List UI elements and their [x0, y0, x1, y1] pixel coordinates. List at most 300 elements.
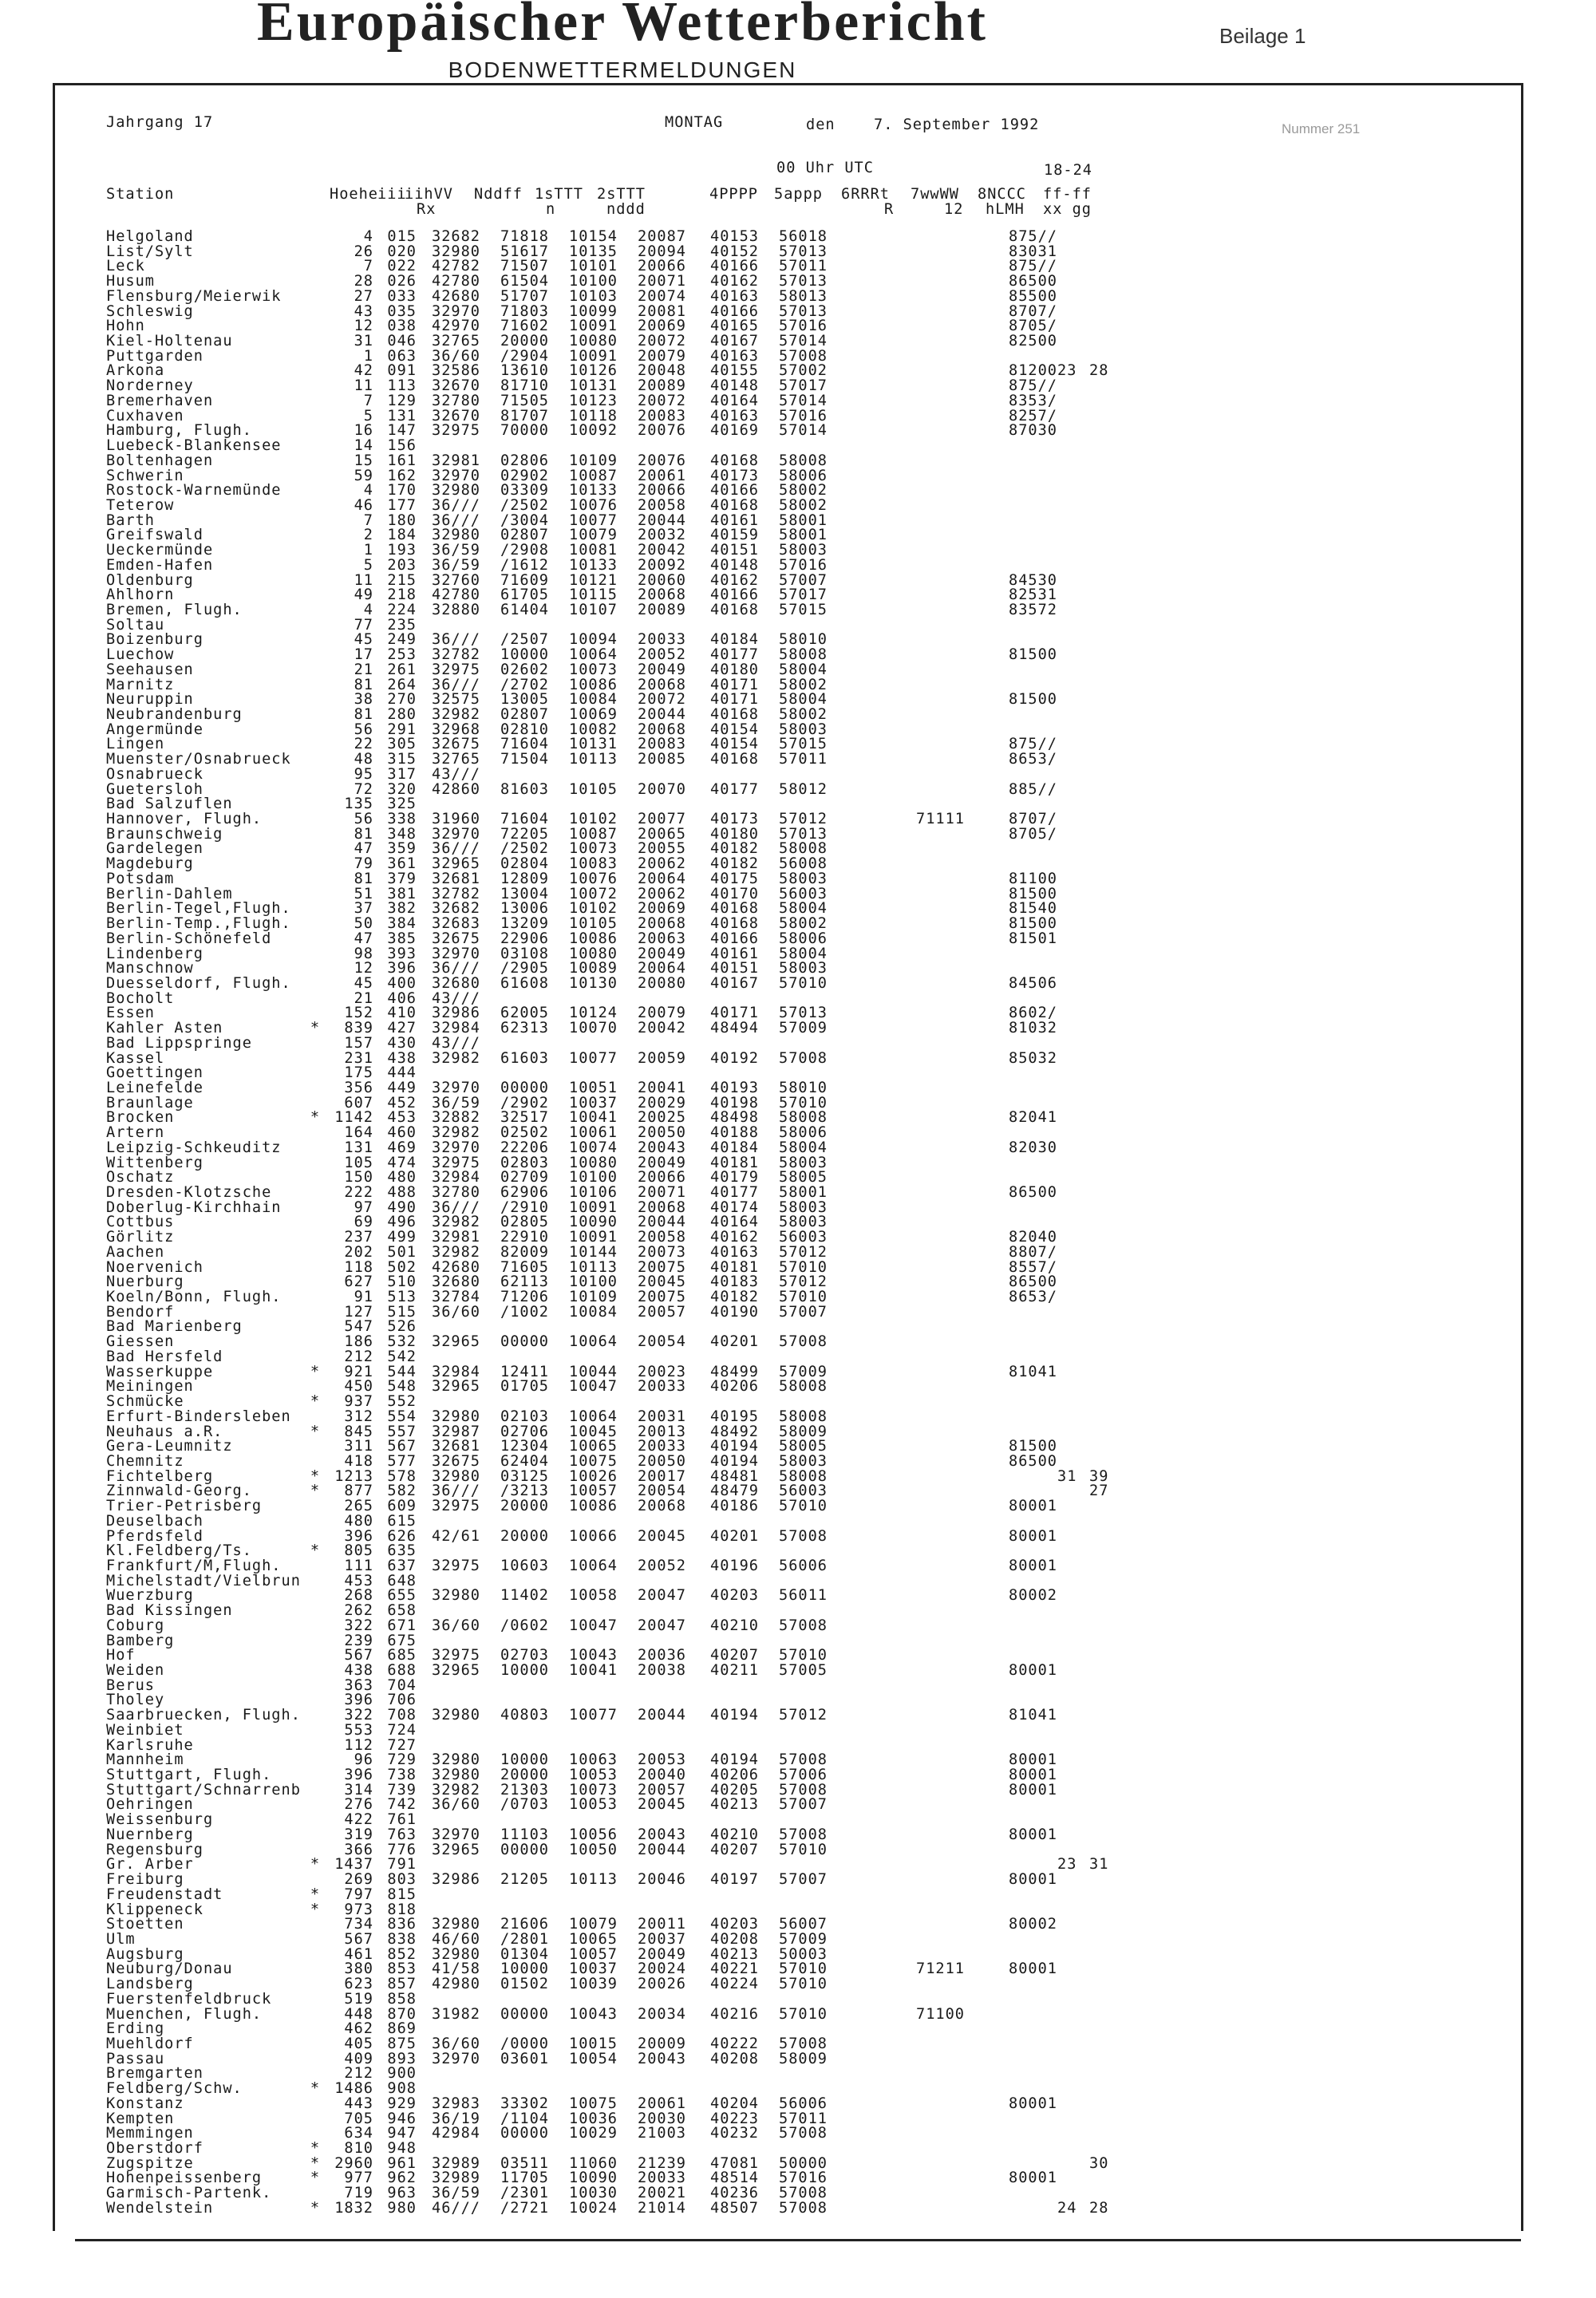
column-header-ffff: ff-ff [1043, 186, 1092, 203]
cell-ff-1 [1057, 559, 1089, 574]
cell-station: Berlin-Schönefeld [106, 930, 272, 947]
cell-iihvv: 42782 [432, 258, 480, 275]
cell-5appp: 57013 [779, 1005, 828, 1022]
cell-iihvv: 32982 [432, 1781, 480, 1799]
cell-5appp: 58008 [779, 840, 828, 858]
cell-5appp: 58002 [779, 482, 828, 499]
cell-ff-2 [1089, 1798, 1121, 1813]
cell-4pppp: 40194 [710, 1707, 759, 1724]
cell-iihvv: 42780 [432, 586, 480, 604]
column-header-n: n [546, 201, 556, 218]
cell-4pppp: 40159 [710, 527, 759, 544]
cell-ff-1 [1057, 1634, 1089, 1649]
cell-6rrrt [828, 1843, 899, 1858]
cell-nddff: 02703 [500, 1647, 549, 1664]
cell-ff-1 [1057, 827, 1089, 843]
cell-hoehe: 462 [344, 2020, 373, 2038]
cell-ff-1 [1057, 768, 1089, 783]
cell-2sttt: 20076 [638, 452, 686, 469]
cell-iii: 836 [387, 1916, 417, 1933]
cell-4pppp: 40152 [710, 243, 759, 260]
cell-iii: 704 [387, 1676, 417, 1694]
cell-4pppp: 40166 [710, 586, 759, 604]
cell-ff-1: 23 [1057, 1856, 1077, 1874]
cell-nddff: 62404 [500, 1452, 549, 1470]
cell-8nccc [965, 1156, 1057, 1171]
cell-2sttt: 20025 [638, 1109, 686, 1127]
cell-iihvv: 32970 [432, 467, 480, 484]
cell-nddff: 02709 [500, 1169, 549, 1187]
cell-ff-1 [1057, 1081, 1089, 1096]
cell-6rrrt [828, 1320, 899, 1335]
cell-8nccc: 82040 [1009, 1229, 1057, 1246]
cell-ff-2 [1089, 1126, 1121, 1141]
cell-mountain-mark [306, 932, 325, 947]
cell-station: Muenster/Osnabrueck [106, 751, 291, 768]
cell-2sttt: 20053 [638, 1751, 686, 1769]
cell-nddff: 02805 [500, 1214, 549, 1231]
cell-ff-1 [1057, 1783, 1089, 1799]
cell-hoehe: 1437 [334, 1856, 373, 1874]
cell-6rrrt [828, 1708, 899, 1724]
cell-iihvv: 42680 [432, 287, 480, 305]
cell-station: Hohn [106, 318, 145, 335]
cell-station: Gardelegen [106, 840, 203, 858]
cell-5appp: 58003 [779, 870, 828, 887]
cell-6rrrt [828, 1783, 899, 1799]
cell-station: Leinefelde [106, 1079, 203, 1096]
cell-hoehe: 12 [354, 318, 373, 335]
cell-hoehe: 38 [354, 691, 373, 709]
cell-7wwww [899, 2067, 965, 2082]
cell-4pppp: 40161 [710, 945, 759, 962]
cell-station: Landsberg [106, 1976, 194, 1993]
cell-ff-1 [1057, 961, 1089, 977]
cell-7wwww [899, 1335, 965, 1350]
cell-2sttt: 20077 [638, 811, 686, 828]
cell-nddff: 61705 [500, 586, 549, 604]
cell-ff-2 [1089, 902, 1121, 917]
cell-5appp: 57007 [779, 1871, 828, 1889]
cell-station: Barth [106, 511, 155, 529]
cell-hoehe: 977 [344, 2170, 373, 2187]
cell-hoehe: 519 [344, 1990, 373, 2008]
cell-hoehe: 96 [354, 1751, 373, 1769]
cell-4pppp: 40168 [710, 706, 759, 723]
cell-ff-1 [1057, 1425, 1089, 1440]
cell-mountain-mark [306, 1290, 325, 1305]
cell-station: Zinnwald-Georg. [106, 1483, 252, 1500]
cell-6rrrt [828, 1634, 899, 1649]
cell-hoehe: 5 [363, 556, 373, 574]
cell-ff-2 [1089, 1634, 1121, 1649]
cell-6rrrt [828, 454, 899, 469]
cell-iii: 893 [387, 2050, 417, 2067]
cell-mountain-mark: * [310, 2154, 321, 2172]
cell-mountain-mark [306, 454, 325, 469]
table-row [106, 1589, 1121, 1604]
frame-right-border [1521, 83, 1523, 2231]
cell-hoehe: 212 [344, 1348, 373, 1365]
cell-station: Artern [106, 1124, 165, 1142]
cell-mountain-mark: * [310, 1467, 321, 1485]
cell-1sttt [549, 1036, 618, 1052]
cell-iii: 147 [387, 422, 417, 440]
cell-7wwww [899, 887, 965, 902]
cell-nddff: /2702 [500, 676, 549, 693]
cell-iihvv [417, 2142, 480, 2157]
cell-5appp: 58004 [779, 661, 828, 678]
cell-8nccc: 83572 [1009, 601, 1057, 618]
cell-7wwww [899, 768, 965, 783]
cell-2sttt: 20054 [638, 1333, 686, 1351]
table-row [106, 1290, 1121, 1305]
cell-5appp: 58008 [779, 1378, 828, 1396]
cell-2sttt: 20013 [638, 1423, 686, 1440]
cell-ff-2 [1089, 1992, 1121, 2008]
cell-7wwww [899, 1589, 965, 1604]
cell-ff-2 [1089, 992, 1121, 1007]
cell-8nccc: 83031 [1009, 243, 1057, 260]
cell-iii: 675 [387, 1632, 417, 1649]
cell-4pppp: 40180 [710, 825, 759, 843]
table-row [106, 2005, 1121, 2023]
cell-mountain-mark [306, 947, 325, 962]
cell-iii: 396 [387, 960, 417, 977]
cell-2sttt: 20058 [638, 496, 686, 514]
cell-hoehe: 448 [344, 2005, 373, 2023]
cell-6rrrt [828, 528, 899, 543]
cell-1sttt: 10083 [569, 855, 618, 873]
cell-mountain-mark [306, 961, 325, 977]
weekday-label: MONTAG [665, 114, 724, 131]
cell-8nccc: 8653/ [1009, 1289, 1057, 1306]
cell-1sttt: 10041 [569, 1662, 618, 1679]
cell-6rrrt [828, 1350, 899, 1365]
cell-6rrrt [828, 857, 899, 872]
cell-iii: 671 [387, 1617, 417, 1634]
cell-iii: 235 [387, 616, 417, 634]
cell-7wwww [899, 1350, 965, 1365]
cell-2sttt: 20032 [638, 527, 686, 544]
cell-1sttt: 10086 [569, 676, 618, 693]
cell-hoehe: 212 [344, 2065, 373, 2083]
cell-1sttt: 10086 [569, 930, 618, 947]
cell-mountain-mark [306, 409, 325, 424]
cell-7wwww [899, 752, 965, 768]
cell-station: Bremerhaven [106, 392, 214, 409]
cell-7wwww [899, 2171, 965, 2186]
cell-iihvv: 36/60 [432, 2035, 480, 2052]
cell-1sttt: 10091 [569, 1198, 618, 1216]
cell-1sttt: 10073 [569, 1781, 618, 1799]
cell-station: Giessen [106, 1333, 175, 1351]
table-row [106, 496, 1121, 514]
cell-2sttt: 20043 [638, 2050, 686, 2067]
cell-6rrrt [828, 1470, 899, 1485]
cell-7wwww [899, 1215, 965, 1230]
cell-ff-2 [1089, 1739, 1121, 1754]
cell-4pppp: 40153 [710, 228, 759, 245]
cell-iii: 609 [387, 1498, 417, 1515]
cell-hoehe: 268 [344, 1587, 373, 1605]
cell-ff-2 [1089, 1246, 1121, 1261]
cell-ff-2 [1089, 1141, 1121, 1156]
cell-iihvv: 32586 [432, 362, 480, 380]
cell-1sttt [549, 1992, 618, 2008]
cell-7wwww [899, 1156, 965, 1171]
cell-1sttt: 10133 [569, 482, 618, 499]
cell-1sttt: 10064 [569, 646, 618, 664]
cell-8nccc: 80001 [1009, 1767, 1057, 1784]
cell-5appp: 57010 [779, 1289, 828, 1306]
cell-ff-2 [1089, 1439, 1121, 1455]
cell-5appp: 56008 [779, 855, 828, 873]
cell-mountain-mark [306, 1828, 325, 1843]
cell-nddff: 61608 [500, 974, 549, 992]
cell-1sttt [549, 1350, 618, 1365]
cell-iii: 170 [387, 482, 417, 499]
cell-station: Bremen, Flugh. [106, 601, 243, 618]
cell-2sttt: 20030 [638, 2110, 686, 2127]
cell-7wwww [899, 2157, 965, 2172]
cell-iihvv: 32986 [432, 1005, 480, 1022]
cell-8nccc [965, 842, 1057, 857]
cell-nddff: 10000 [500, 1751, 549, 1769]
cell-hoehe: 45 [354, 974, 373, 992]
cell-5appp: 57010 [779, 1976, 828, 1993]
cell-hoehe: 607 [344, 1094, 373, 1111]
cell-mountain-mark [306, 1514, 325, 1530]
cell-7wwww: 71100 [916, 2005, 965, 2023]
cell-ff-2 [1089, 768, 1121, 783]
cell-mountain-mark [306, 1215, 325, 1230]
cell-ff-2 [1089, 1290, 1121, 1305]
cell-iihvv: 32675 [432, 930, 480, 947]
cell-iihvv: 32968 [432, 721, 480, 738]
cell-iihvv: 31960 [432, 811, 480, 828]
cell-hoehe: 239 [344, 1632, 373, 1649]
cell-4pppp: 40163 [710, 1243, 759, 1261]
cell-7wwww [899, 947, 965, 962]
cell-4pppp: 40207 [710, 1647, 759, 1664]
cell-7wwww [899, 559, 965, 574]
cell-5appp: 57002 [779, 362, 828, 380]
cell-nddff: 81710 [500, 377, 549, 395]
cell-ff-1 [1057, 1410, 1089, 1425]
table-row [106, 603, 1121, 618]
cell-station: Neuruppin [106, 691, 194, 709]
cell-hoehe: 450 [344, 1378, 373, 1396]
cell-4pppp: 48499 [710, 1363, 759, 1380]
cell-station: Stuttgart/Schnarrenb [106, 1781, 301, 1799]
cell-station: Bad Lippspringe [106, 1034, 252, 1052]
cell-nddff: 51617 [500, 243, 549, 260]
cell-5appp: 58001 [779, 527, 828, 544]
cell-ff-1 [1057, 902, 1089, 917]
cell-2sttt: 20049 [638, 661, 686, 678]
frame-left-border [53, 83, 55, 2231]
cell-6rrrt [828, 723, 899, 738]
cell-7wwww [899, 319, 965, 334]
cell-6rrrt [828, 1948, 899, 1963]
cell-hoehe: 319 [344, 1826, 373, 1843]
cell-7wwww [899, 1858, 965, 1873]
cell-1sttt: 10079 [569, 527, 618, 544]
cell-2sttt: 21003 [638, 2125, 686, 2142]
column-header-hoehe: Hoehe [330, 186, 378, 203]
cell-6rrrt [828, 1096, 899, 1111]
cell-ff-1 [1057, 319, 1089, 334]
cell-nddff: 81603 [500, 780, 549, 798]
cell-station: Muenchen, Flugh. [106, 2005, 263, 2023]
cell-iii: 658 [387, 1602, 417, 1620]
cell-8nccc: 81041 [1009, 1707, 1057, 1724]
cell-4pppp: 40224 [710, 1976, 759, 1993]
cell-ff-2 [1089, 1574, 1121, 1589]
table-row [106, 1930, 1121, 1948]
cell-ff-1 [1057, 1648, 1089, 1664]
table-row [106, 1350, 1121, 1365]
cell-4pppp: 40181 [710, 1258, 759, 1276]
cell-6rrrt [828, 469, 899, 484]
cell-nddff: /2910 [500, 1198, 549, 1216]
cell-station: Stoetten [106, 1916, 184, 1933]
cell-mountain-mark [306, 1739, 325, 1754]
cell-ff-2 [1089, 872, 1121, 887]
cell-2sttt: 20068 [638, 915, 686, 933]
cell-ff-1 [1057, 1679, 1089, 1694]
cell-nddff: 13004 [500, 885, 549, 902]
cell-mountain-mark [306, 574, 325, 589]
cell-iihvv [417, 1350, 480, 1365]
table-row [106, 454, 1121, 469]
cell-4pppp [686, 1395, 759, 1410]
cell-4pppp: 40168 [710, 915, 759, 933]
cell-7wwww [899, 2052, 965, 2067]
cell-5appp: 57014 [779, 392, 828, 409]
cell-6rrrt [828, 424, 899, 439]
cell-6rrrt [828, 1679, 899, 1694]
cell-7wwww [899, 1275, 965, 1290]
cell-1sttt: 10084 [569, 1303, 618, 1321]
cell-iii: 980 [387, 2199, 417, 2217]
cell-iihvv: 32980 [432, 482, 480, 499]
cell-station: Leipzig-Schkeuditz [106, 1139, 282, 1156]
cell-5appp: 57017 [779, 377, 828, 395]
cell-7wwww [899, 1648, 965, 1664]
cell-6rrrt [828, 1559, 899, 1574]
cell-hoehe: 845 [344, 1423, 373, 1440]
cell-station: Klippeneck [106, 1901, 203, 1918]
cell-4pppp: 40164 [710, 392, 759, 409]
cell-5appp: 57008 [779, 2199, 828, 2217]
cell-1sttt: 10090 [569, 1214, 618, 1231]
cell-4pppp: 40167 [710, 974, 759, 992]
report-subtitle: BODENWETTERMELDUNGEN [448, 57, 797, 82]
cell-1sttt: 10080 [569, 1154, 618, 1171]
cell-5appp: 57014 [779, 333, 828, 350]
cell-iii: 763 [387, 1826, 417, 1843]
cell-iihvv: 32982 [432, 1243, 480, 1261]
cell-ff-2 [1089, 514, 1121, 529]
cell-iii: 361 [387, 855, 417, 873]
cell-8nccc: 80001 [1009, 1781, 1057, 1799]
cell-5appp: 57009 [779, 1930, 828, 1948]
cell-hoehe: 877 [344, 1483, 373, 1500]
cell-hoehe: 131 [344, 1139, 373, 1156]
cell-hoehe: 276 [344, 1796, 373, 1814]
cell-nddff: 22910 [500, 1229, 549, 1246]
cell-ff-1 [1057, 1261, 1089, 1276]
cell-7wwww [899, 394, 965, 409]
cell-1sttt: 10058 [569, 1587, 618, 1605]
cell-nddff: /2904 [500, 347, 549, 365]
cell-iihvv: 32882 [432, 1109, 480, 1127]
cell-iihvv: 32670 [432, 377, 480, 395]
cell-ff-1 [1057, 1903, 1089, 1918]
cell-ff-2: 28 [1089, 362, 1109, 380]
table-row [106, 1708, 1121, 1724]
cell-2sttt: 20062 [638, 855, 686, 873]
cell-5appp: 56003 [779, 1483, 828, 1500]
cell-1sttt: 10057 [569, 1945, 618, 1963]
cell-ff-1 [1057, 1604, 1089, 1619]
cell-5appp [759, 1395, 828, 1410]
cell-1sttt: 10064 [569, 1408, 618, 1425]
cell-hoehe: 356 [344, 1079, 373, 1096]
cell-ff-2 [1089, 1768, 1121, 1783]
cell-mountain-mark [306, 678, 325, 693]
cell-mountain-mark [306, 559, 325, 574]
cell-hoehe: 91 [354, 1289, 373, 1306]
cell-station: Neuhaus a.R. [106, 1423, 223, 1440]
cell-ff-2 [1089, 1365, 1121, 1380]
cell-7wwww [899, 1320, 965, 1335]
cell-mountain-mark [306, 887, 325, 902]
table-row [106, 439, 1121, 454]
cell-mountain-mark [306, 379, 325, 394]
cell-6rrrt [828, 1903, 899, 1918]
cell-4pppp: 40166 [710, 482, 759, 499]
cell-ff-2 [1089, 1425, 1121, 1440]
cell-nddff: 62906 [500, 1184, 549, 1201]
cell-mountain-mark [306, 708, 325, 723]
cell-7wwww [899, 1290, 965, 1305]
cell-mountain-mark [306, 842, 325, 857]
cell-hoehe: 51 [354, 885, 373, 902]
cell-1sttt: 10047 [569, 1378, 618, 1396]
jahrgang-label: Jahrgang 17 [106, 114, 214, 131]
cell-6rrrt [828, 2171, 899, 2186]
cell-5appp: 56018 [779, 228, 828, 245]
cell-iihvv: 32980 [432, 1467, 480, 1485]
cell-hoehe: 312 [344, 1408, 373, 1425]
cell-nddff: 71609 [500, 571, 549, 589]
cell-station: Dresden-Klotzsche [106, 1184, 272, 1201]
cell-ff-2 [1089, 1783, 1121, 1799]
cell-iihvv: 32681 [432, 1438, 480, 1455]
cell-iii: 724 [387, 1721, 417, 1739]
cell-hoehe: 135 [344, 796, 373, 813]
cell-2sttt: 20036 [638, 1647, 686, 1664]
cell-7wwww [899, 1828, 965, 1843]
cell-nddff: 71505 [500, 392, 549, 409]
cell-hoehe: 567 [344, 1930, 373, 1948]
cell-hoehe: 112 [344, 1736, 373, 1754]
cell-7wwww [899, 528, 965, 543]
cell-hoehe: 4 [363, 601, 373, 618]
